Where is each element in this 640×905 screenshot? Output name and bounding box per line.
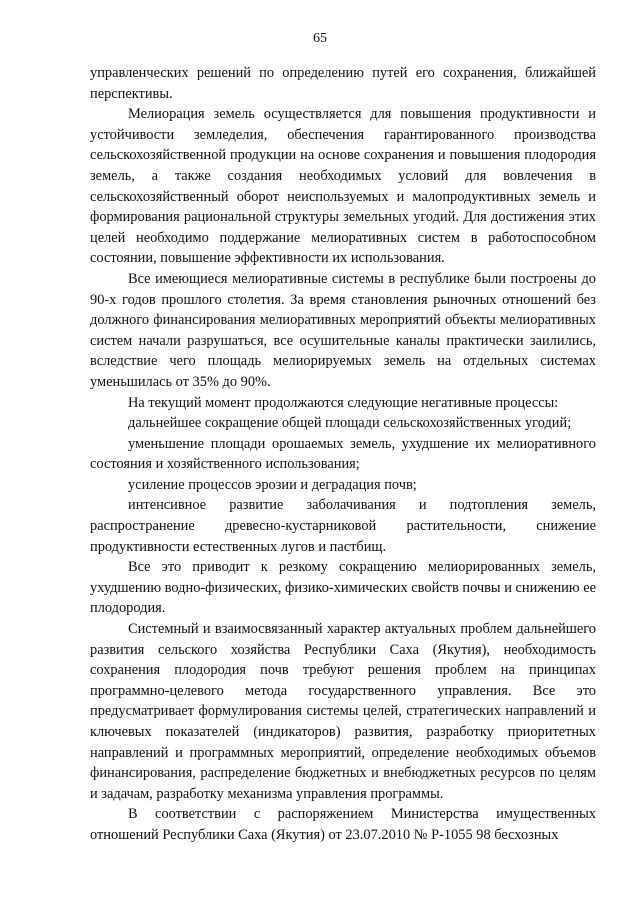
document-body — [90, 63, 596, 846]
paragraph-negative-processes-intro: На текущий момент продолжаются следующие негативные процессы: — [128, 394, 559, 411]
list-item-waterlogging: интенсивное развитие заболачивания и подтопления земель, распространение древесно-кустарниковой растительности, снижение продуктивности естественных лугов и пастбищ. — [90, 497, 596, 555]
list-item-erosion: усиление процессов эрозии и деградация почв; — [128, 476, 417, 493]
page-number: 65 — [313, 31, 327, 46]
list-item-irrigated-land: уменьшение площади орошаемых земель, ухудшение их мелиоративного состояния и хозяйственного использования; — [90, 435, 596, 473]
paragraph-systems-history: Все имеющиеся мелиоративные системы в республике были построены до 90-х годов прошлого столетия. За время становления рыночных отношений без должного финансирования мелиоративных мероприятий объекты мелиоративных систем начали разрушаться, все осушительные каналы практически заилились, вследствие чего площадь мелиорируемых земель на отдельных системах уменьшилась от 35% до 90%. — [90, 270, 596, 390]
paragraph-program-approach: Системный и взаимосвязанный характер актуальных проблем дальнейшего развития сельского хозяйства Республики Саха (Якутия), необходимость сохранения плодородия почв требуют решения проблем на принципах программно-целевого метода государственного управления. Все это предусматривает формулирования системы целей, стратегических направлений и ключевых показателей (индикаторов) развития, разработку приоритетных направлений и программных мероприятий, определение необходимых объемов финансирования, распределение бюджетных и внебюджетных ресурсов по целям и задачам, разработку механизма управления программы. — [90, 621, 596, 802]
paragraph-consequences: Все это приводит к резкому сокращению мелиорированных земель, ухудшению водно-физических, физико-химических свойств почвы и снижению ее плодородия. — [90, 559, 596, 617]
list-item-area-reduction: дальнейшее сокращение общей площади сельскохозяйственных угодий; — [128, 415, 572, 432]
paragraph-continuation: управленческих решений по определению путей его сохранения, ближайшей перспективы. — [90, 65, 596, 102]
paragraph-ministry-order: В соответствии с распоряжением Министерства имущественных отношений Республики Саха (Якутия) от 23.07.2010 № Р-1055 98 бесхозных — [90, 806, 596, 843]
paragraph-melioration-purpose: Мелиорация земель осуществляется для повышения продуктивности и устойчивости земледелия, обеспечения гарантированного производства сельскохозяйственной продукции на основе сохранения и повышения плодородия земель, а также создания необходимых условий для вовлечения в сельскохозяйственный оборот неиспользуемых и малопродуктивных земель и формирования рациональной структуры земельных угодий. Для достижения этих целей необходимо поддержание мелиоративных систем в работоспособном состоянии, повышение эффективности их использования. — [90, 106, 596, 267]
